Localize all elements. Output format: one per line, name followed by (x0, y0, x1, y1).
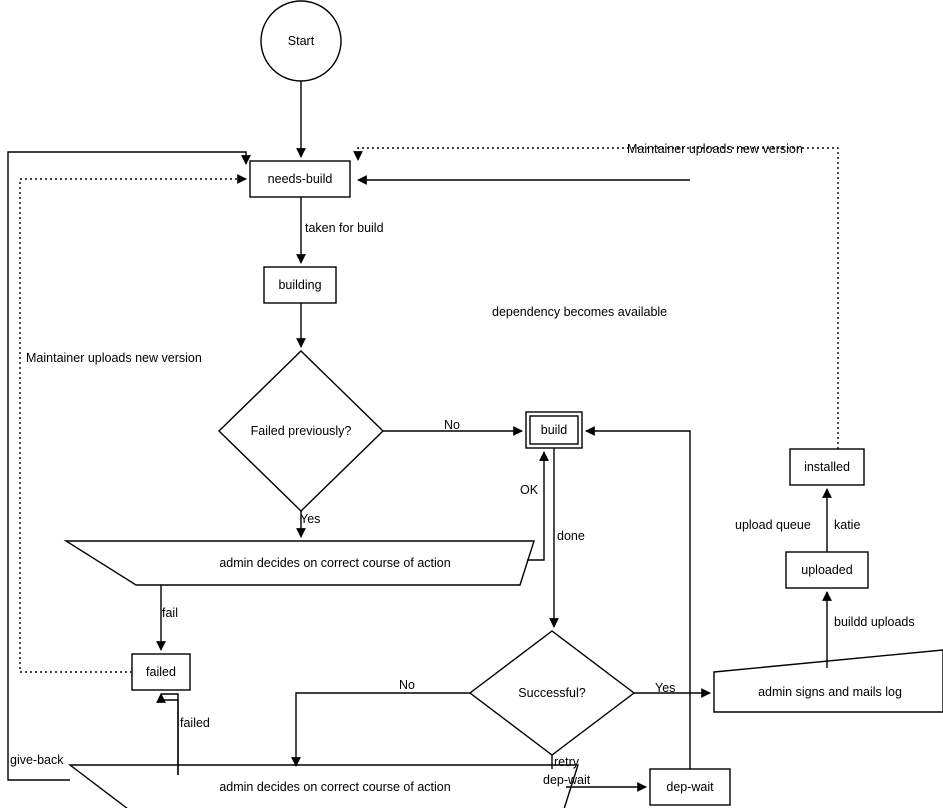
edge-label-failed: failed (180, 716, 210, 730)
edge-label-no-successful: No (399, 678, 415, 692)
edge-label-dep-wait: dep-wait (543, 773, 591, 787)
node-failed (132, 654, 190, 690)
node-dep-wait (650, 769, 730, 805)
edge-label-maintainer-uploads-top: Maintainer uploads new version (627, 142, 803, 156)
node-successful (470, 631, 634, 755)
node-uploaded (786, 552, 868, 588)
edge-label-maintainer-uploads-left: Maintainer uploads new version (26, 351, 202, 365)
edge-label-katie: katie (834, 518, 861, 532)
edge-label-taken-for-build: taken for build (305, 221, 384, 235)
node-label-admin-decides-1: admin decides on correct course of action (219, 556, 451, 570)
node-label-build: build (540, 423, 568, 437)
node-building (264, 267, 336, 303)
edge-label-dependency-available: dependency becomes available (492, 305, 668, 319)
edge-label-yes-failed-previously: Yes (300, 512, 321, 526)
node-label-needs-build: needs-build (267, 172, 333, 186)
node-label-building: building (278, 278, 322, 292)
edge-label-give-back: give-back (10, 753, 64, 767)
node-label-failed-previously: Failed previously? (250, 424, 352, 438)
node-label-dep-wait: dep-wait (666, 780, 714, 794)
edge-label-upload-queue: upload queue (735, 518, 811, 532)
edge-failed-needs-build (20, 179, 246, 672)
edge-successful-no-admin2 (296, 693, 470, 766)
node-label-admin-decides-2: admin decides on correct course of action (219, 780, 451, 794)
edge-giveback-needs-build (8, 152, 246, 780)
edge-label-fail: fail (162, 606, 178, 620)
edge-failed-up (161, 694, 178, 775)
node-start (261, 1, 341, 81)
node-build-inner (530, 416, 578, 444)
node-label-uploaded: uploaded (801, 563, 853, 577)
edge-label-ok: OK (520, 483, 539, 497)
node-admin-decides-1 (66, 541, 534, 585)
edge-failed-admin2 (161, 694, 178, 775)
edge-label-retry: retry (554, 755, 579, 769)
node-needs-build (250, 161, 350, 197)
node-admin-decides-2 (70, 765, 578, 808)
edge-label-done: done (557, 529, 585, 543)
node-label-successful: Successful? (518, 686, 586, 700)
node-admin-signs (714, 650, 943, 712)
node-label-installed: installed (804, 460, 850, 474)
node-failed-previously (219, 351, 383, 511)
node-label-start: Start (287, 34, 315, 48)
node-installed (790, 449, 864, 485)
edge-label-no-failed-previously: No (444, 418, 460, 432)
edge-label-buildd-uploads: buildd uploads (834, 615, 915, 629)
node-label-failed: failed (146, 665, 176, 679)
node-label-admin-signs: admin signs and mails log (758, 685, 902, 699)
edge-label-yes-successful: Yes (655, 681, 676, 695)
edge-installed-needs-build (358, 148, 838, 449)
